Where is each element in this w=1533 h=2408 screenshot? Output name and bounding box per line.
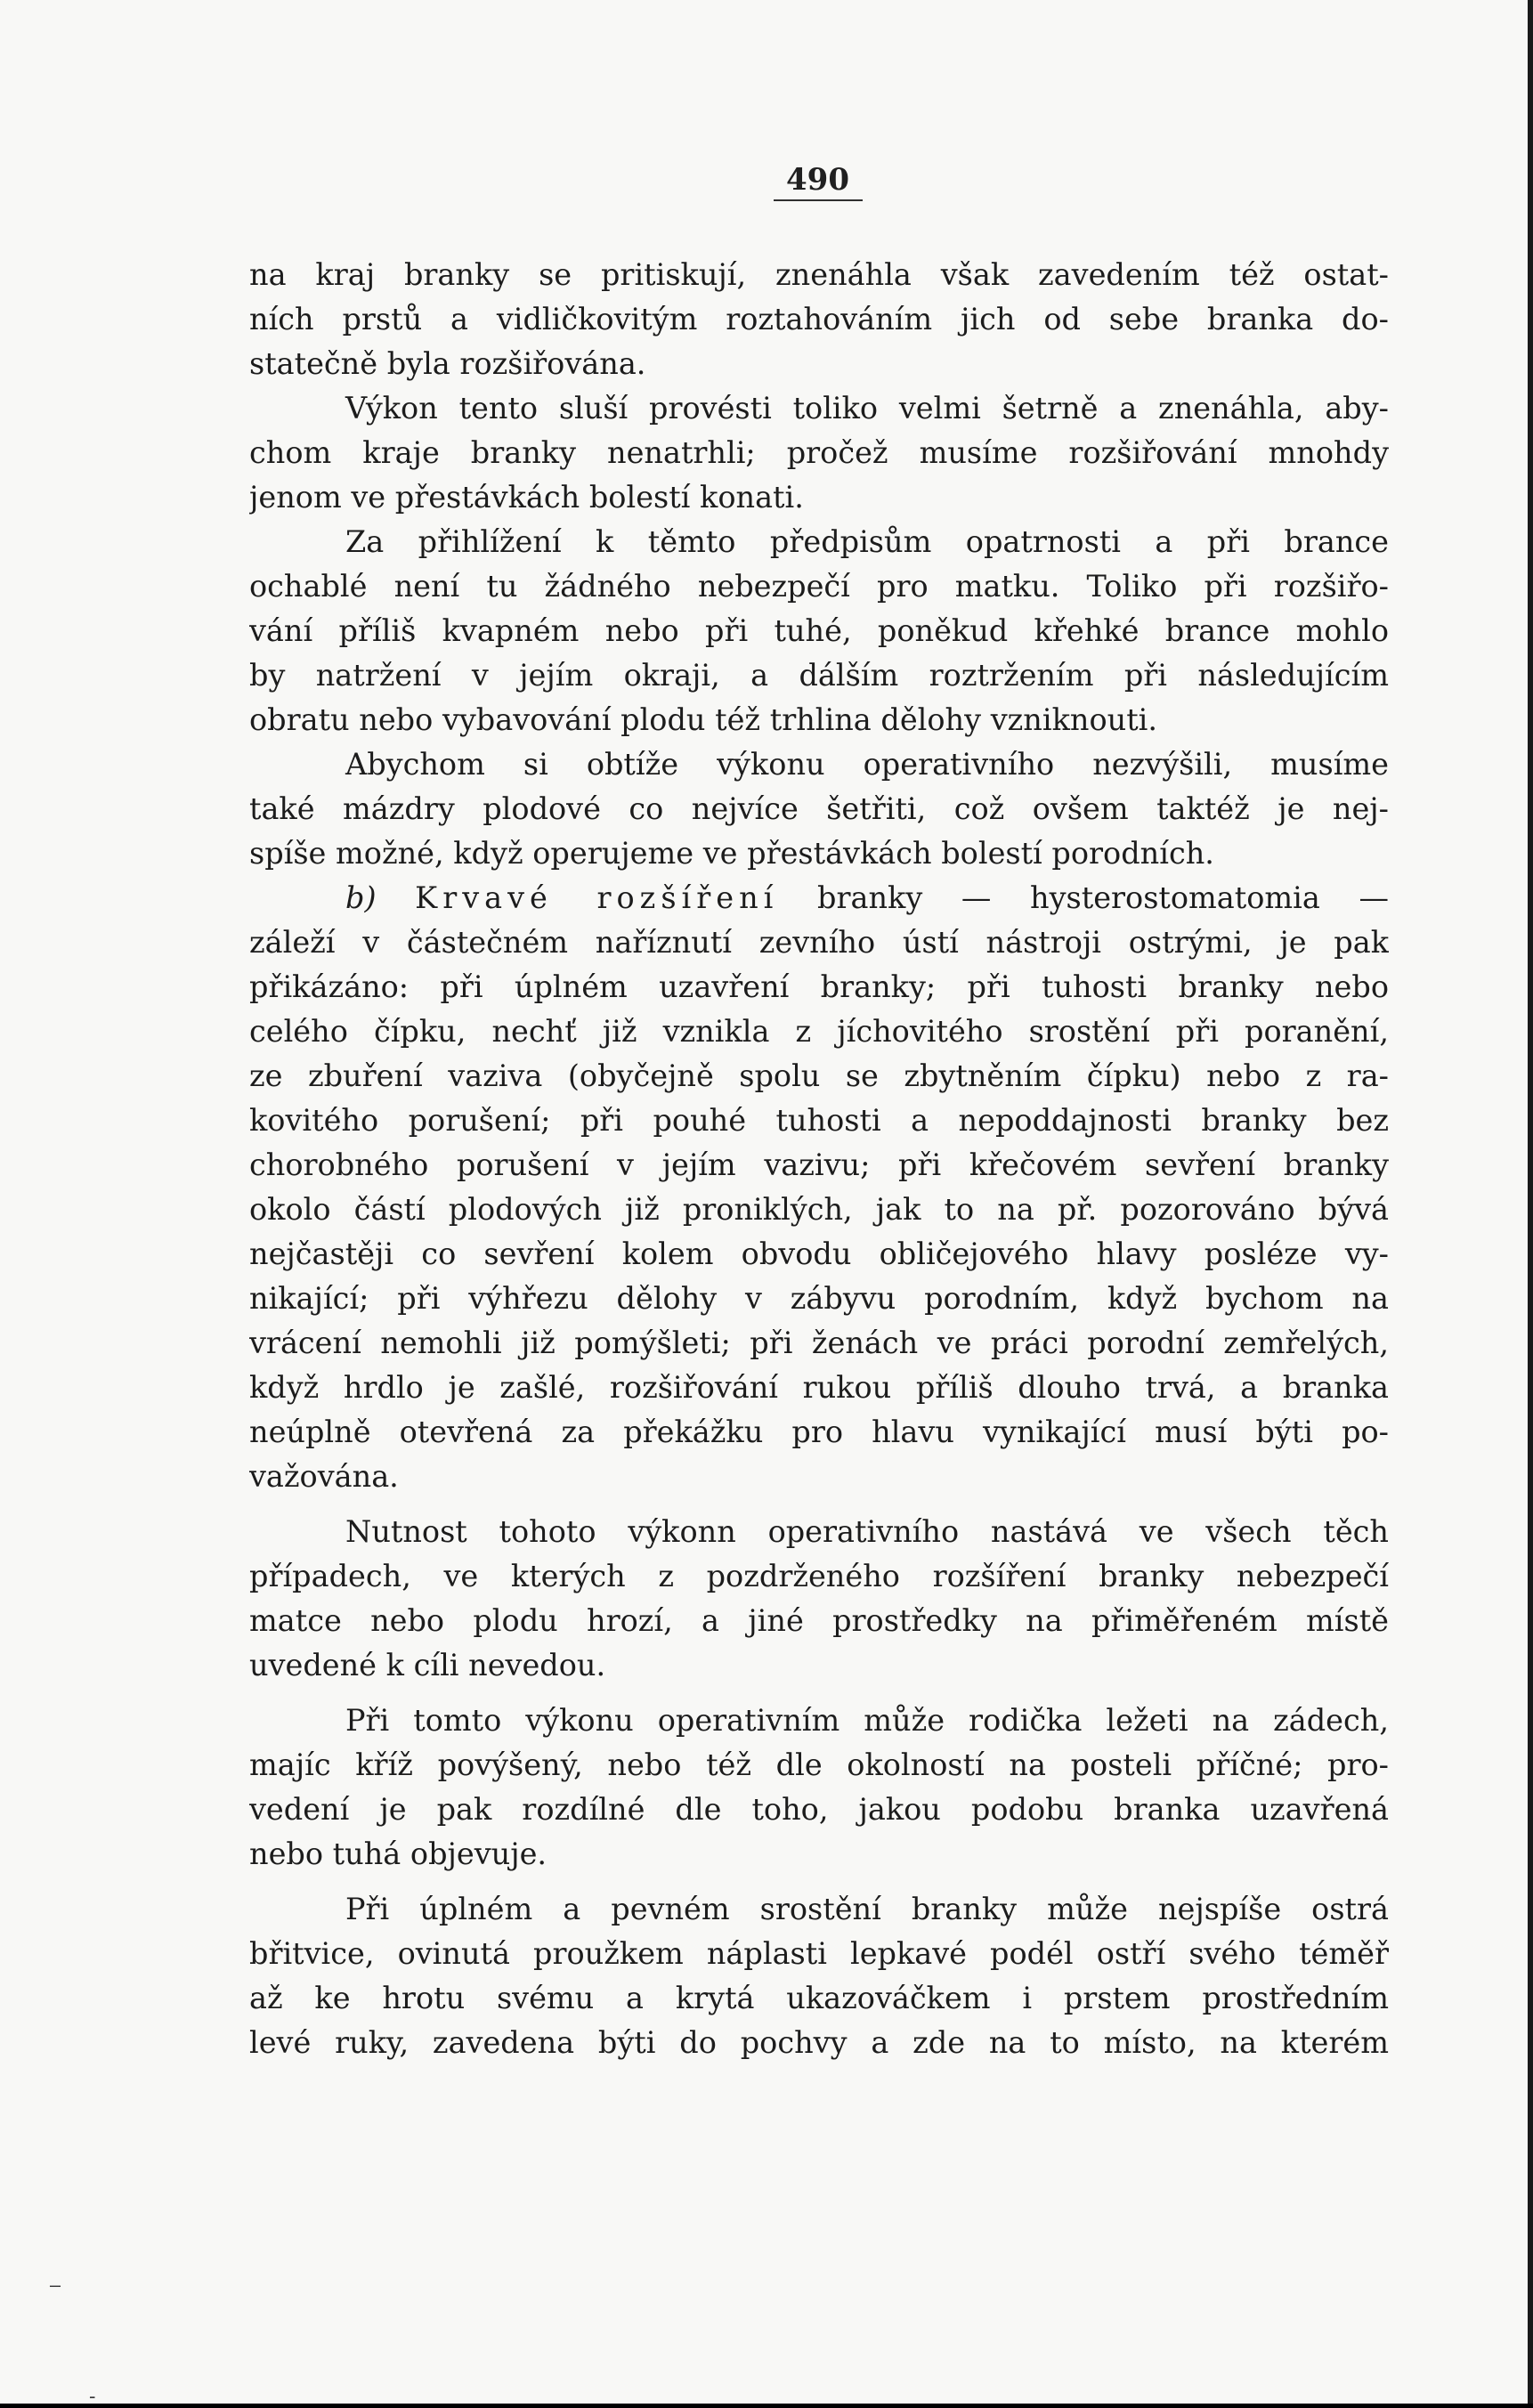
text-line: obratu nebo vybavování plodu též trhlina dělohy vzniknouti. [249,702,1158,737]
text-line: by natržení v jejím okraji, a dálším roztržením při následujícím [249,658,1389,693]
text-line: nejčastěji co sevření kolem obvodu obličejového hlavy posléze vy- [249,1236,1389,1271]
text-line: Za přihlížení k těmto předpisům opatrnosti a při brance [345,524,1389,559]
text-line: chom kraje branky nenatrhli; pročež musíme rozšiřování mnohdy [249,435,1389,470]
text-line: ních prstů a vidličkovitým roztahováním jich od sebe branka do- [249,302,1389,336]
text-line: břitvice, ovinutá proužkem náplasti lepkavé podél ostří svého téměř [249,1936,1389,1971]
text-line: vrácení nemohli již pomýšleti; při ženách ve práci porodní zemřelých, [249,1326,1389,1360]
section-letter: b) [345,880,377,915]
text-line: spíše možné, když operujeme ve přestávkách bolestí porodních. [249,836,1214,871]
text-line: matce nebo plodu hrozí, a jiné prostředky na přiměřeném místě [249,1603,1389,1638]
page-number: 490 [786,162,849,198]
text-line: na kraj branky se pritiskují, znenáhla však zavedením též ostat- [249,257,1389,292]
text-line: Nutnost tohoto výkonn operativního nastává ve všech těch [345,1514,1389,1549]
text-line: celého čípku, nechť již vznikla z jíchovitého srostění při poranění, [249,1014,1389,1049]
section-b-heading-line [249,876,1389,920]
text-line: jenom ve přestávkách bolestí konati. [249,480,804,515]
text-line: Abychom si obtíže výkonu operativního nezvýšili, musíme [345,747,1389,782]
text-line: když hrdlo je zašlé, rozšiřování rukou příliš dlouho trvá, a branka [249,1370,1389,1405]
text-line: až ke hrotu svému a krytá ukazováčkem i prstem prostředním [249,1981,1389,2015]
text-line: přikázáno: při úplném uzavření branky; při tuhosti branky nebo [249,969,1389,1004]
text-line: statečně byla rozšiřována. [249,346,646,381]
margin-mark: ‒ [49,2274,61,2297]
text-line: ochablé není tu žádného nebezpečí pro matku. Toliko při rozšiřo- [249,569,1389,604]
page-edge-shadow [1528,0,1533,2404]
body-text [249,253,1389,2065]
page-number-underline [774,199,863,201]
text-line: vání příliš kvapném nebo při tuhé, poněkud křehké brance mohlo [249,613,1389,648]
text-line: Výkon tento sluší provésti toliko velmi šetrně a znenáhla, aby- [345,391,1389,426]
text-line: levé ruky, zavedena býti do pochvy a zde na to místo, na kterém [249,2025,1389,2060]
text-line: nebo tuhá objevuje. [249,1836,548,1871]
text-line: uvedené k cíli nevedou. [249,1648,606,1682]
section-title-rest: branky — hysterostomatomia — [817,880,1389,915]
text-line: záleží v částečném naříznutí zevního ústí nástroji ostrými, je pak [249,925,1389,960]
text-line: také mázdry plodové co nejvíce šetřiti, což ovšem taktéž je nej- [249,791,1389,826]
text-line: ze zbuření vaziva (obyčejně spolu se zbytněním čípku) nebo z ra- [249,1058,1389,1093]
section-title-spaced: Krvavé rozšíření [415,880,779,915]
text-line: nikající; při výhřezu dělohy v zábyvu porodním, když bychom na [249,1281,1389,1316]
text-line: kovitého porušení; při pouhé tuhosti a nepoddajnosti branky bez [249,1103,1389,1138]
text-line: vedení je pak rozdílné dle toho, jakou podobu branka uzavřená [249,1792,1389,1827]
text-line: važována. [249,1459,399,1494]
text-line: neúplně otevřená za překážku pro hlavu vynikající musí býti po- [249,1415,1389,1449]
text-line: okolo částí plodových již proniklých, jak to na př. pozorováno bývá [249,1192,1389,1227]
text-line: majíc kříž povýšený, nebo též dle okolností na posteli příčné; pro- [249,1747,1389,1782]
text-line: Při úplném a pevném srostění branky může nejspíše ostrá [345,1892,1389,1926]
text-line: chorobného porušení v jejím vazivu; při křečovém sevření branky [249,1147,1389,1182]
text-line: případech, ve kterých z pozdrženého rozšíření branky nebezpečí [249,1559,1389,1593]
margin-mark: - [89,2386,96,2408]
text-line: Při tomto výkonu operativním může rodička ležeti na zádech, [345,1703,1389,1738]
